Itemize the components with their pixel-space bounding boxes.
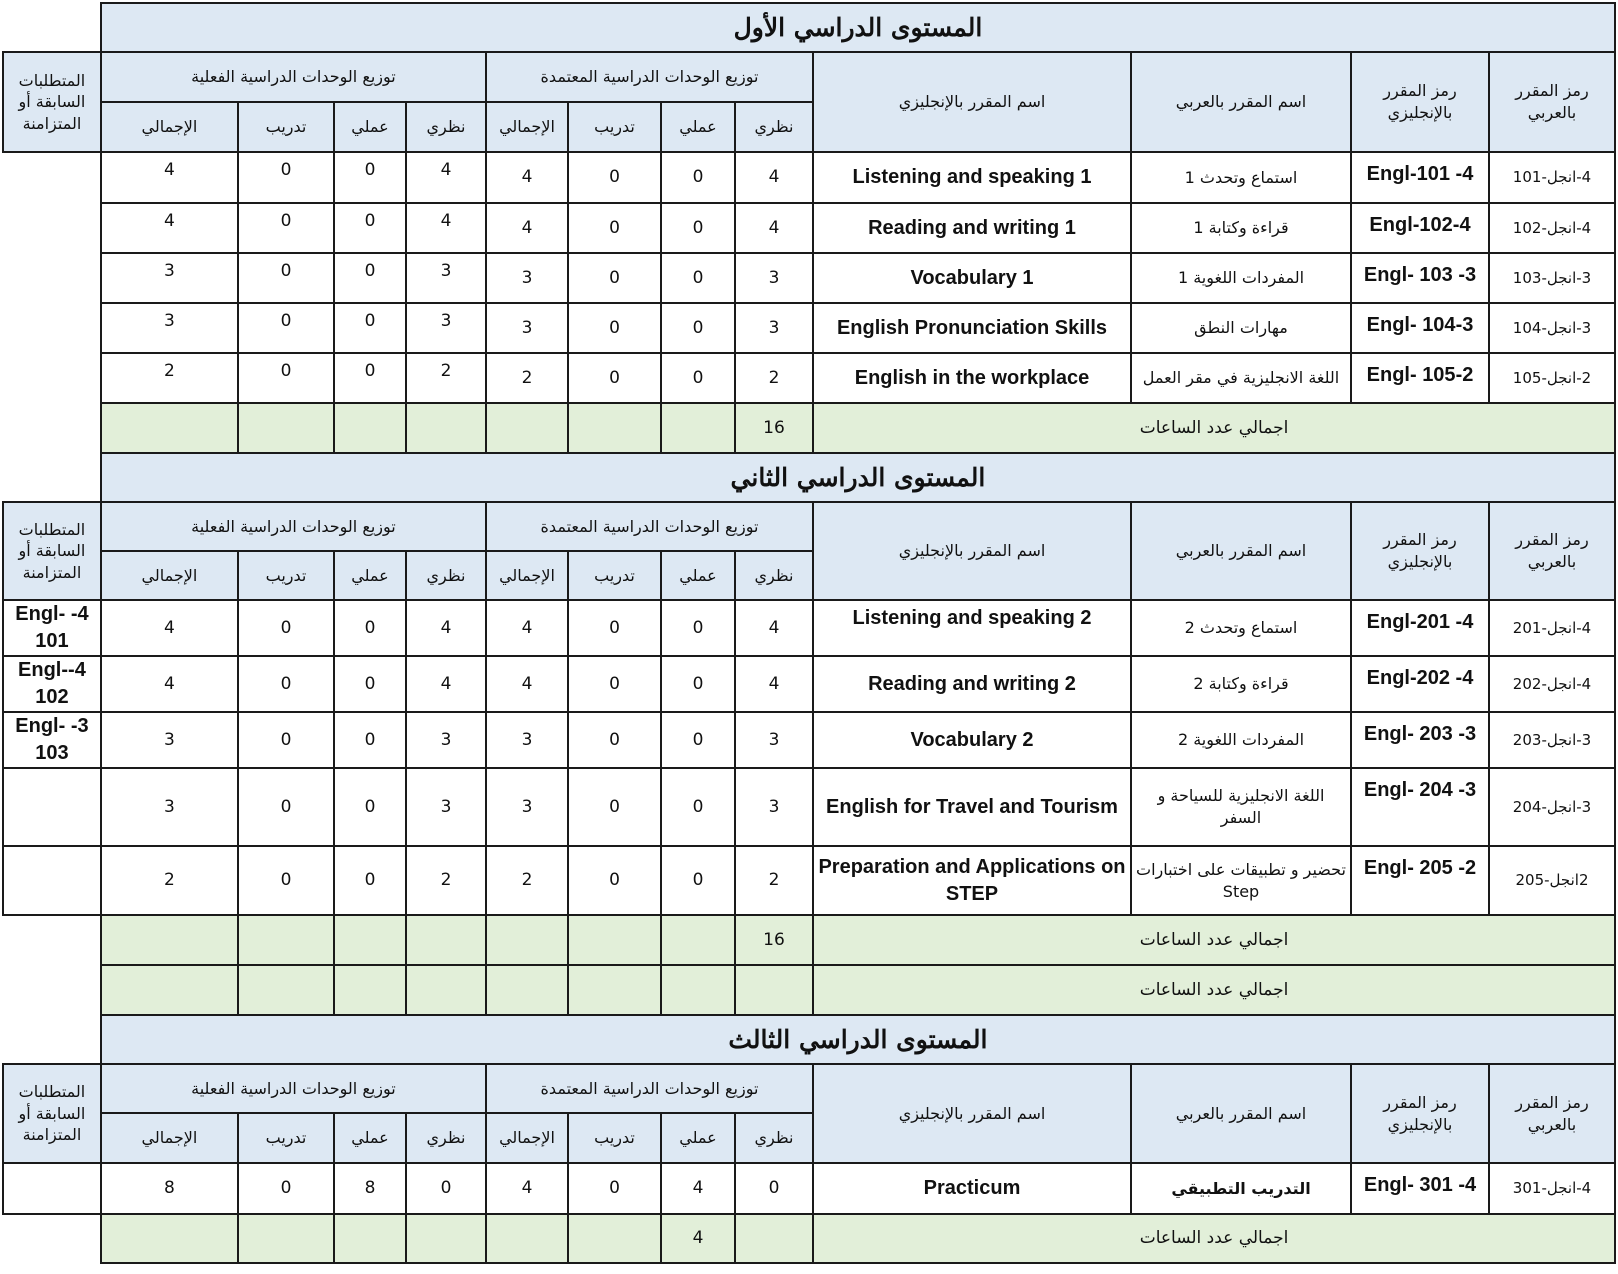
header-name-ar: اسم المقرر بالعربي bbox=[1131, 502, 1351, 600]
course-name-ar: المفردات اللغوية 1 bbox=[1131, 253, 1351, 303]
credit-training: 0 bbox=[568, 1163, 661, 1214]
header-theory: نظري bbox=[735, 1113, 813, 1163]
total-hours-value: 16 bbox=[735, 403, 813, 453]
credit-total: 4 bbox=[486, 1163, 568, 1214]
actual-theory: 0 bbox=[406, 1163, 486, 1214]
actual-training: 0 bbox=[238, 253, 334, 303]
credit-training: 0 bbox=[568, 656, 661, 712]
course-name-en: Vocabulary 1 bbox=[813, 253, 1131, 303]
credit-practical: 0 bbox=[661, 656, 735, 712]
study-plan-sheet bbox=[2, 2, 1616, 1264]
header-credit-units: توزيع الوحدات الدراسية المعتمدة bbox=[486, 52, 813, 102]
header-training: تدريب bbox=[568, 102, 661, 152]
course-name-en: English in the workplace bbox=[813, 353, 1131, 403]
actual-theory: 4 bbox=[406, 656, 486, 712]
course-code-ar: 3-انجل-103 bbox=[1489, 253, 1615, 303]
credit-training: 0 bbox=[568, 768, 661, 846]
actual-training: 0 bbox=[238, 152, 334, 203]
course-name-ar: اللغة الانجليزية في مقر العمل bbox=[1131, 353, 1351, 403]
level-title: المستوى الدراسي الأول bbox=[101, 3, 1615, 52]
course-code-ar: 4-انجل-201 bbox=[1489, 600, 1615, 656]
credit-training: 0 bbox=[568, 152, 661, 203]
credit-total: 3 bbox=[486, 303, 568, 353]
header-theory: نظري bbox=[735, 551, 813, 600]
credit-practical: 0 bbox=[661, 600, 735, 656]
header-theory: نظري bbox=[735, 102, 813, 152]
header-total: الإجمالي bbox=[486, 102, 568, 152]
course-name-ar: التدريب التطبيقي bbox=[1131, 1163, 1351, 1214]
total-row bbox=[3, 1214, 1615, 1263]
credit-training: 0 bbox=[568, 846, 661, 915]
course-code-ar: 4-انجل-202 bbox=[1489, 656, 1615, 712]
course-code-en: 4- Engl-201 bbox=[1351, 600, 1489, 656]
actual-total: 4 bbox=[101, 152, 238, 203]
prerequisite: 3- Engl- 103 bbox=[3, 712, 101, 768]
course-code-ar: 2-انجل-105 bbox=[1489, 353, 1615, 403]
actual-theory: 3 bbox=[406, 303, 486, 353]
actual-practical: 0 bbox=[334, 303, 406, 353]
credit-total: 3 bbox=[486, 253, 568, 303]
header-name-ar: اسم المقرر بالعربي bbox=[1131, 1064, 1351, 1163]
course-row bbox=[3, 656, 1615, 712]
header-credit-units: توزيع الوحدات الدراسية المعتمدة bbox=[486, 1064, 813, 1113]
credit-total: 3 bbox=[486, 768, 568, 846]
header-theory: نظري bbox=[406, 1113, 486, 1163]
course-name-en: Listening and speaking 1 bbox=[813, 152, 1131, 203]
course-code-en: 2-Engl- 105 bbox=[1351, 353, 1489, 403]
header-practical: عملي bbox=[334, 102, 406, 152]
header-practical: عملي bbox=[661, 551, 735, 600]
header-training: تدريب bbox=[238, 551, 334, 600]
course-name-ar: استماع وتحدث 2 bbox=[1131, 600, 1351, 656]
actual-practical: 0 bbox=[334, 846, 406, 915]
course-code-ar: 3-انجل-104 bbox=[1489, 303, 1615, 353]
credit-training: 0 bbox=[568, 203, 661, 253]
credit-theory: 2 bbox=[735, 353, 813, 403]
actual-training: 0 bbox=[238, 1163, 334, 1214]
total-hours-label: اجمالي عدد الساعات bbox=[813, 965, 1615, 1015]
course-name-en: Practicum bbox=[813, 1163, 1131, 1214]
header-total: الإجمالي bbox=[101, 551, 238, 600]
actual-practical: 0 bbox=[334, 203, 406, 253]
course-code-en: 3- Engl- 103 bbox=[1351, 253, 1489, 303]
course-name-ar: اللغة الانجليزية للسياحة و السفر bbox=[1131, 768, 1351, 846]
actual-training: 0 bbox=[238, 353, 334, 403]
course-name-en: English for Travel and Tourism bbox=[813, 768, 1131, 846]
actual-training: 0 bbox=[238, 303, 334, 353]
course-row bbox=[3, 846, 1615, 915]
header-code-en: رمز المقرر بالإنجليزي bbox=[1351, 502, 1489, 600]
header-name-ar: اسم المقرر بالعربي bbox=[1131, 52, 1351, 152]
header-actual-units: توزيع الوحدات الدراسية الفعلية bbox=[101, 1064, 486, 1113]
credit-total: 4 bbox=[486, 656, 568, 712]
header-training: تدريب bbox=[568, 1113, 661, 1163]
header-name-en: اسم المقرر بالإنجليزي bbox=[813, 1064, 1131, 1163]
credit-training: 0 bbox=[568, 600, 661, 656]
actual-practical: 8 bbox=[334, 1163, 406, 1214]
prerequisite bbox=[3, 1163, 101, 1214]
credit-theory: 2 bbox=[735, 846, 813, 915]
credit-practical: 0 bbox=[661, 712, 735, 768]
credit-training: 0 bbox=[568, 353, 661, 403]
header-code-ar: رمز المقرر بالعربي bbox=[1489, 1064, 1615, 1163]
level-title: المستوى الدراسي الثاني bbox=[101, 453, 1615, 502]
credit-practical: 0 bbox=[661, 353, 735, 403]
course-row bbox=[3, 353, 1615, 403]
header-prerequisites: المتطلبات السابقة أو المتزامنة bbox=[3, 502, 101, 600]
credit-practical: 0 bbox=[661, 152, 735, 203]
credit-theory: 4 bbox=[735, 656, 813, 712]
actual-total: 2 bbox=[101, 353, 238, 403]
credit-theory: 3 bbox=[735, 768, 813, 846]
prerequisite: 4- Engl-101 bbox=[3, 600, 101, 656]
actual-theory: 4 bbox=[406, 600, 486, 656]
course-row bbox=[3, 303, 1615, 353]
course-row bbox=[3, 1163, 1615, 1214]
course-row bbox=[3, 768, 1615, 846]
credit-practical: 0 bbox=[661, 303, 735, 353]
course-name-en: English Pronunciation Skills bbox=[813, 303, 1131, 353]
total-row bbox=[3, 915, 1615, 965]
credit-theory: 4 bbox=[735, 600, 813, 656]
header-training: تدريب bbox=[238, 1113, 334, 1163]
credit-theory: 4 bbox=[735, 203, 813, 253]
total-hours-label: اجمالي عدد الساعات bbox=[813, 403, 1615, 453]
credit-practical: 4 bbox=[661, 1163, 735, 1214]
course-code-en: 3- Engl- 203 bbox=[1351, 712, 1489, 768]
total-practical-value: 4 bbox=[661, 1214, 735, 1263]
actual-total: 3 bbox=[101, 712, 238, 768]
header-total: الإجمالي bbox=[101, 1113, 238, 1163]
course-code-en: 3-Engl- 104 bbox=[1351, 303, 1489, 353]
actual-theory: 3 bbox=[406, 768, 486, 846]
course-name-en: Vocabulary 2 bbox=[813, 712, 1131, 768]
header-total: الإجمالي bbox=[101, 102, 238, 152]
credit-practical: 0 bbox=[661, 768, 735, 846]
header-practical: عملي bbox=[334, 551, 406, 600]
header-actual-units: توزيع الوحدات الدراسية الفعلية bbox=[101, 502, 486, 551]
course-name-en: Reading and writing 2 bbox=[813, 656, 1131, 712]
actual-training: 0 bbox=[238, 656, 334, 712]
course-name-en: Preparation and Applications on STEP bbox=[813, 846, 1131, 915]
actual-practical: 0 bbox=[334, 712, 406, 768]
actual-theory: 4 bbox=[406, 152, 486, 203]
total-hours-label: اجمالي عدد الساعات bbox=[813, 1214, 1615, 1263]
course-code-en: 2- Engl- 205 bbox=[1351, 846, 1489, 915]
header-code-ar: رمز المقرر بالعربي bbox=[1489, 52, 1615, 152]
credit-practical: 0 bbox=[661, 846, 735, 915]
actual-theory: 4 bbox=[406, 203, 486, 253]
actual-practical: 0 bbox=[334, 656, 406, 712]
total-hours-value: 16 bbox=[735, 915, 813, 965]
prerequisite bbox=[3, 768, 101, 846]
actual-practical: 0 bbox=[334, 253, 406, 303]
course-name-ar: مهارات النطق bbox=[1131, 303, 1351, 353]
course-row bbox=[3, 253, 1615, 303]
actual-total: 4 bbox=[101, 656, 238, 712]
header-actual-units: توزيع الوحدات الدراسية الفعلية bbox=[101, 52, 486, 102]
header-code-en: رمز المقرر بالإنجليزي bbox=[1351, 1064, 1489, 1163]
header-training: تدريب bbox=[238, 102, 334, 152]
credit-theory: 3 bbox=[735, 253, 813, 303]
course-name-en: Listening and speaking 2 bbox=[813, 600, 1131, 656]
course-code-ar: 2انجل-205 bbox=[1489, 846, 1615, 915]
course-name-ar: استماع وتحدث 1 bbox=[1131, 152, 1351, 203]
prerequisite bbox=[3, 846, 101, 915]
credit-practical: 0 bbox=[661, 203, 735, 253]
header-prerequisites: المتطلبات السابقة أو المتزامنة bbox=[3, 1064, 101, 1163]
header-theory: نظري bbox=[406, 551, 486, 600]
actual-total: 4 bbox=[101, 203, 238, 253]
credit-theory: 3 bbox=[735, 303, 813, 353]
header-name-en: اسم المقرر بالإنجليزي bbox=[813, 502, 1131, 600]
header-training: تدريب bbox=[568, 551, 661, 600]
header-code-en: رمز المقرر بالإنجليزي bbox=[1351, 52, 1489, 152]
credit-practical: 0 bbox=[661, 253, 735, 303]
credit-total: 2 bbox=[486, 353, 568, 403]
actual-theory: 3 bbox=[406, 712, 486, 768]
header-total: الإجمالي bbox=[486, 551, 568, 600]
study-plan-table bbox=[2, 2, 1616, 1264]
credit-theory: 4 bbox=[735, 152, 813, 203]
level-title: المستوى الدراسي الثالث bbox=[101, 1015, 1615, 1064]
actual-training: 0 bbox=[238, 203, 334, 253]
prerequisite: 4-Engl-102 bbox=[3, 656, 101, 712]
header-prerequisites: المتطلبات السابقة أو المتزامنة bbox=[3, 52, 101, 152]
header-code-ar: رمز المقرر بالعربي bbox=[1489, 502, 1615, 600]
total-hours-value bbox=[735, 965, 813, 1015]
course-code-en: 4- Engl- 301 bbox=[1351, 1163, 1489, 1214]
actual-training: 0 bbox=[238, 768, 334, 846]
credit-theory: 0 bbox=[735, 1163, 813, 1214]
actual-total: 3 bbox=[101, 303, 238, 353]
total-hours-label: اجمالي عدد الساعات bbox=[813, 915, 1615, 965]
course-row bbox=[3, 203, 1615, 253]
actual-total: 2 bbox=[101, 846, 238, 915]
header-name-en: اسم المقرر بالإنجليزي bbox=[813, 52, 1131, 152]
actual-theory: 3 bbox=[406, 253, 486, 303]
actual-training: 0 bbox=[238, 846, 334, 915]
credit-training: 0 bbox=[568, 303, 661, 353]
credit-training: 0 bbox=[568, 712, 661, 768]
credit-total: 4 bbox=[486, 203, 568, 253]
header-credit-units: توزيع الوحدات الدراسية المعتمدة bbox=[486, 502, 813, 551]
course-code-ar: 3-انجل-203 bbox=[1489, 712, 1615, 768]
course-name-ar: تحضير و تطبيقات على اختبارات Step bbox=[1131, 846, 1351, 915]
credit-total: 4 bbox=[486, 600, 568, 656]
course-code-en: 4- Engl-101 bbox=[1351, 152, 1489, 203]
actual-theory: 2 bbox=[406, 846, 486, 915]
course-code-en: 4- Engl-202 bbox=[1351, 656, 1489, 712]
course-row bbox=[3, 600, 1615, 656]
course-name-ar: المفردات اللغوية 2 bbox=[1131, 712, 1351, 768]
credit-total: 3 bbox=[486, 712, 568, 768]
course-row bbox=[3, 712, 1615, 768]
course-row bbox=[3, 152, 1615, 203]
actual-training: 0 bbox=[238, 712, 334, 768]
actual-total: 4 bbox=[101, 600, 238, 656]
actual-practical: 0 bbox=[334, 600, 406, 656]
actual-total: 3 bbox=[101, 768, 238, 846]
header-practical: عملي bbox=[661, 102, 735, 152]
credit-training: 0 bbox=[568, 253, 661, 303]
credit-theory: 3 bbox=[735, 712, 813, 768]
total-row bbox=[3, 965, 1615, 1015]
course-code-ar: 4-انجل-301 bbox=[1489, 1163, 1615, 1214]
course-code-en: 4-Engl-102 bbox=[1351, 203, 1489, 253]
actual-practical: 0 bbox=[334, 768, 406, 846]
header-practical: عملي bbox=[334, 1113, 406, 1163]
course-code-ar: 4-انجل-102 bbox=[1489, 203, 1615, 253]
actual-training: 0 bbox=[238, 600, 334, 656]
actual-practical: 0 bbox=[334, 353, 406, 403]
credit-total: 4 bbox=[486, 152, 568, 203]
credit-total: 2 bbox=[486, 846, 568, 915]
course-code-ar: 3-انجل-204 bbox=[1489, 768, 1615, 846]
actual-total: 3 bbox=[101, 253, 238, 303]
header-total: الإجمالي bbox=[486, 1113, 568, 1163]
course-name-ar: قراءة وكتابة 2 bbox=[1131, 656, 1351, 712]
actual-total: 8 bbox=[101, 1163, 238, 1214]
header-practical: عملي bbox=[661, 1113, 735, 1163]
actual-practical: 0 bbox=[334, 152, 406, 203]
course-name-en: Reading and writing 1 bbox=[813, 203, 1131, 253]
course-code-ar: 4-انجل-101 bbox=[1489, 152, 1615, 203]
course-code-en: 3- Engl- 204 bbox=[1351, 768, 1489, 846]
course-name-ar: قراءة وكتابة 1 bbox=[1131, 203, 1351, 253]
actual-theory: 2 bbox=[406, 353, 486, 403]
total-row bbox=[3, 403, 1615, 453]
header-theory: نظري bbox=[406, 102, 486, 152]
